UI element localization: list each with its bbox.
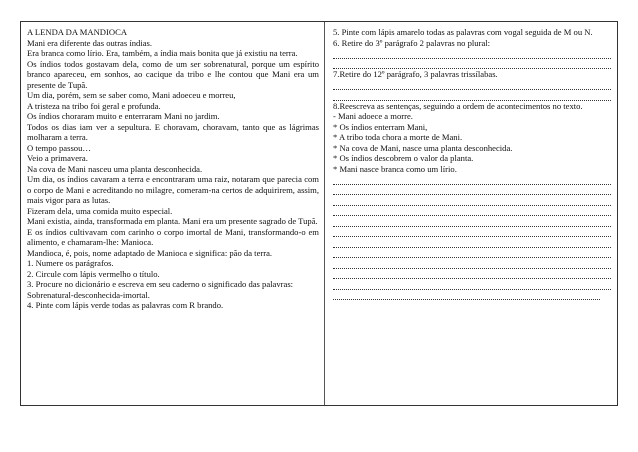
worksheet — [20, 21, 618, 406]
sentence: * Mani nasce branca como um lírio. — [333, 163, 457, 174]
answer-line — [333, 185, 611, 196]
question: 3. Procure no dicionário e escreva em seu caderno o significado das palavras: — [27, 279, 294, 289]
question-6: 6. Retire do 3º parágrafo 2 palavras no plural: — [333, 37, 491, 48]
answer-line — [333, 258, 611, 269]
question-8: 8.Reescreva as sentenças, seguindo a ordem de acontecimentos no texto. — [333, 100, 583, 111]
story-paragraph: Os índios todos gostavam dela, como de um ser sobrenatural, porque um espírito branco apareceu, em sonhos, ao cacique da tribo e lhe contou que Mani era um presente de Tupã. — [27, 58, 319, 90]
sentence: * A tribo toda chora a morte de Mani. — [333, 132, 463, 142]
sentence: * Os índios enterram Mani, — [333, 121, 428, 132]
story-paragraph: Veio a primavera. — [27, 153, 88, 163]
answer-line — [333, 90, 611, 101]
story-paragraph: Era branca como lírio. Era, também, a índia mais bonita que já existiu na terra. — [27, 48, 298, 58]
answer-line — [333, 80, 611, 91]
story-paragraph: Todos os dias iam ver a sepultura. E choravam, choravam, tanto que as lágrimas molharam a terra. — [27, 121, 319, 142]
story-paragraph: Um dia, os índios cavaram a terra e encontraram uma raiz, notaram que parecia com o corpo de Mani e acreditando no milagre, comeram-na certos de adquirirem, assim, mais vigor para as lutas. — [27, 174, 319, 205]
answer-line — [333, 48, 611, 59]
answer-line — [333, 59, 611, 70]
answer-line — [333, 206, 611, 217]
story-paragraph: A tristeza na tribo foi geral e profunda. — [27, 100, 161, 111]
sentence: * Na cova de Mani, nasce uma planta desconhecida. — [333, 142, 513, 153]
story-paragraph: Um dia, porém, sem se saber como, Mani adoeceu e morreu, — [27, 90, 236, 100]
answer-line — [333, 279, 611, 290]
story-paragraph: Na cova de Mani nasceu uma planta desconhecida. — [27, 163, 203, 174]
sentence: - Mani adoece a morre. — [333, 111, 413, 121]
right-column — [333, 27, 611, 300]
question-7: 7.Retire do 12º parágrafo, 3 palavras trissílabas. — [333, 69, 498, 79]
story-paragraph: Mani existia, ainda, transformada em planta. Mani era um presente sagrado de Tupã. — [27, 216, 318, 226]
story-paragraph: Fizeram dela, uma comida muito especial. — [27, 205, 173, 216]
story-paragraph: O tempo passou… — [27, 142, 91, 153]
answer-line — [333, 248, 611, 259]
question: Sobrenatural-desconhecida-imortal. — [27, 289, 150, 300]
question: 2. Circule com lápis vermelho o título. — [27, 268, 160, 279]
answer-line — [333, 227, 611, 238]
question: 1. Numere os parágrafos. — [27, 258, 114, 268]
answer-line — [333, 174, 611, 185]
story-title: A LENDA DA MANDIOCA — [27, 27, 128, 37]
column-divider — [324, 22, 325, 405]
story-paragraph: Mandioca, é, pois, nome adaptado de Manioca e significa: pão da terra. — [27, 247, 273, 258]
story-paragraph: E os índios cultivavam com carinho o corpo imortal de Mani, transformando-o em alimento, e chamaram-lhe: Manioca. — [27, 226, 319, 247]
story-paragraph: Os índios choraram muito e enterraram Mani no jardim. — [27, 111, 220, 121]
answer-line — [333, 290, 600, 301]
question: 4. Pinte com lápis verde todas as palavras com R brando. — [27, 300, 224, 310]
answer-line — [333, 269, 611, 280]
answer-line — [333, 195, 611, 206]
answer-line — [333, 216, 611, 227]
question-5: 5. Pinte com lápis amarelo todas as palavras com vogal seguida de M ou N. — [333, 27, 593, 37]
left-column — [27, 27, 319, 311]
answer-line — [333, 237, 611, 248]
story-paragraph: Mani era diferente das outras índias. — [27, 37, 153, 48]
sentence: * Os índios descobrem o valor da planta. — [333, 153, 474, 163]
